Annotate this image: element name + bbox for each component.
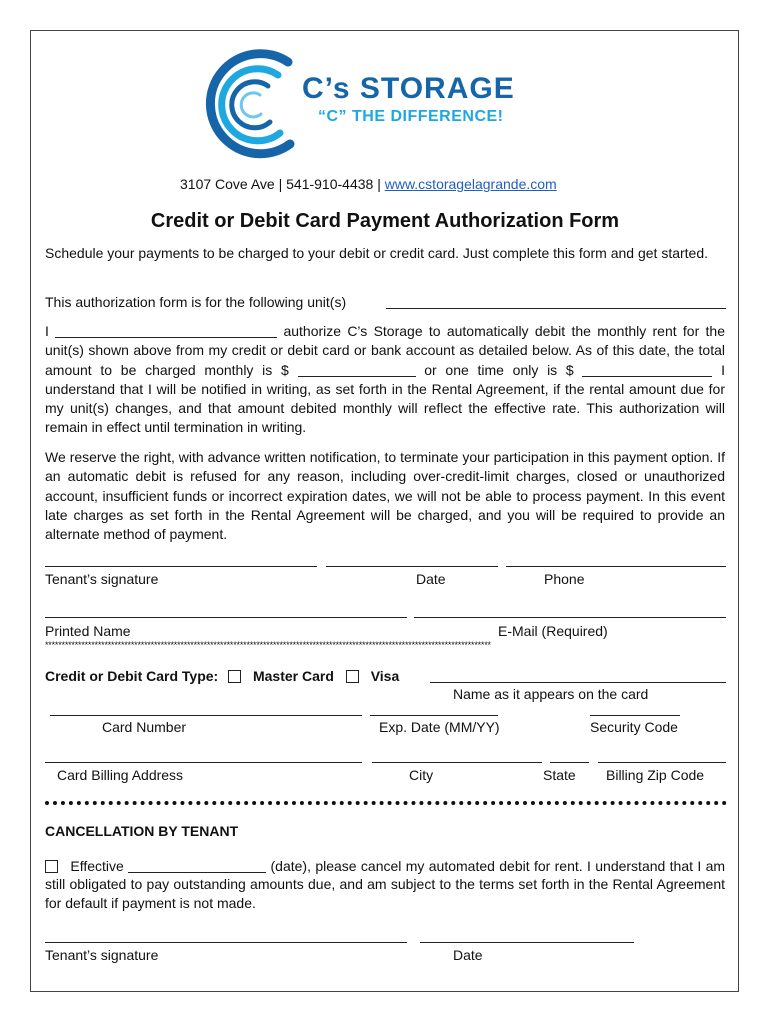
cancel-tenant-signature-label: Tenant’s signature bbox=[45, 947, 159, 963]
intro-text: Schedule your payments to be charged to your debit or credit card. Just complete this form and get started. bbox=[45, 245, 709, 261]
date-label: Date bbox=[416, 571, 446, 587]
address-phone: 3107 Cove Ave | 541-910-4438 | bbox=[180, 176, 385, 192]
email-field[interactable] bbox=[414, 617, 726, 618]
card-number-label: Card Number bbox=[102, 719, 187, 735]
cancel-date-label: Date bbox=[453, 947, 483, 963]
auth-prefix: I bbox=[45, 323, 49, 339]
website-link[interactable]: www.cstoragelagrande.com bbox=[384, 176, 557, 192]
name-on-card-label: Name as it appears on the card bbox=[453, 686, 649, 702]
email-label: E-Mail (Required) bbox=[498, 623, 608, 639]
printed-name-label: Printed Name bbox=[45, 623, 131, 639]
cancellation-paragraph bbox=[45, 857, 725, 912]
name-on-card-field[interactable] bbox=[430, 682, 726, 683]
dotted-divider bbox=[45, 801, 727, 805]
exp-date-field[interactable] bbox=[370, 715, 498, 716]
form-title: Credit or Debit Card Payment Authorization Form bbox=[150, 210, 620, 232]
cancellation-text: (date), please cancel my automated debit for rent. I understand that I am still obligated to pay outstanding amounts due, and am subject to the terms set forth in the Rental Agreement for default if payment is not made. bbox=[45, 858, 726, 911]
authorization-paragraph bbox=[45, 322, 725, 438]
zip-label: Billing Zip Code bbox=[606, 767, 705, 783]
phone-label: Phone bbox=[544, 571, 585, 587]
reserve-paragraph: We reserve the right, with advance written notification, to terminate your participation in this payment option. If an automatic debit is refused for any reason, including over-credit-limit charges, closed or unauthorized account, insufficient funds or incorrect expiration dates, we will not be able to process payment. In this event late charges as set forth in the Rental Agreement will be charged, and you will be required to provide an alternate method of payment. bbox=[45, 449, 725, 543]
units-label: This authorization form is for the following unit(s) bbox=[45, 294, 347, 310]
company-logo bbox=[200, 48, 545, 160]
effective-label: Effective bbox=[70, 858, 124, 874]
star-separator: *************************************************************************************************************************************** bbox=[45, 640, 491, 650]
one-time-amount-field[interactable] bbox=[582, 363, 712, 377]
contact-line bbox=[180, 175, 557, 193]
card-type-label: Credit or Debit Card Type: bbox=[45, 668, 219, 684]
master-card-label: Master Card bbox=[252, 668, 334, 684]
cancel-tenant-signature-field[interactable] bbox=[45, 942, 407, 943]
security-code-label: Security Code bbox=[590, 719, 678, 735]
exp-date-label: Exp. Date (MM/YY) bbox=[379, 719, 500, 735]
cancellation-heading: CANCELLATION BY TENANT bbox=[45, 823, 239, 839]
units-field[interactable] bbox=[386, 308, 726, 309]
logo-name: C’s STORAGE bbox=[302, 72, 515, 105]
billing-address-label: Card Billing Address bbox=[57, 767, 184, 783]
city-field[interactable] bbox=[372, 762, 542, 763]
effective-date-field[interactable] bbox=[128, 859, 266, 873]
monthly-amount-field[interactable] bbox=[298, 363, 416, 377]
card-number-field[interactable] bbox=[50, 715, 362, 716]
billing-address-field[interactable] bbox=[45, 762, 362, 763]
state-field[interactable] bbox=[550, 762, 589, 763]
auth-text-3: I understand that I will be notified in writing, as set forth in the Rental Agreement, if the rental amount due for my unit(s) changes, and that amount debited monthly will reflect the effective rate. This authorization will remain in effect until termination in writing. bbox=[45, 361, 726, 436]
tenant-signature-field[interactable] bbox=[45, 566, 317, 567]
phone-field[interactable] bbox=[506, 566, 726, 567]
master-card-checkbox[interactable] bbox=[228, 670, 241, 683]
logo-tagline: “C” THE DIFFERENCE! bbox=[318, 108, 504, 125]
card-type-row bbox=[45, 667, 399, 685]
logo-c-mark-icon bbox=[200, 48, 310, 160]
state-label: State bbox=[543, 767, 576, 783]
cancel-date-field[interactable] bbox=[420, 942, 634, 943]
city-label: City bbox=[409, 767, 434, 783]
authorizer-name-field[interactable] bbox=[55, 324, 277, 338]
zip-field[interactable] bbox=[598, 762, 726, 763]
visa-label: Visa bbox=[370, 668, 400, 684]
date-field[interactable] bbox=[326, 566, 498, 567]
security-code-field[interactable] bbox=[590, 715, 680, 716]
auth-text-2: or one time only is $ bbox=[424, 361, 574, 378]
auth-text-1: authorize C’s Storage to automatically debit the monthly rent for the unit(s) shown above from my credit or debit card or bank account as detailed below. As of this date, the total amount to be charged monthly is $ bbox=[45, 323, 725, 378]
visa-checkbox[interactable] bbox=[346, 670, 359, 683]
printed-name-field[interactable] bbox=[45, 617, 407, 618]
cancel-checkbox[interactable] bbox=[45, 860, 58, 873]
tenant-signature-label: Tenant’s signature bbox=[45, 571, 159, 587]
